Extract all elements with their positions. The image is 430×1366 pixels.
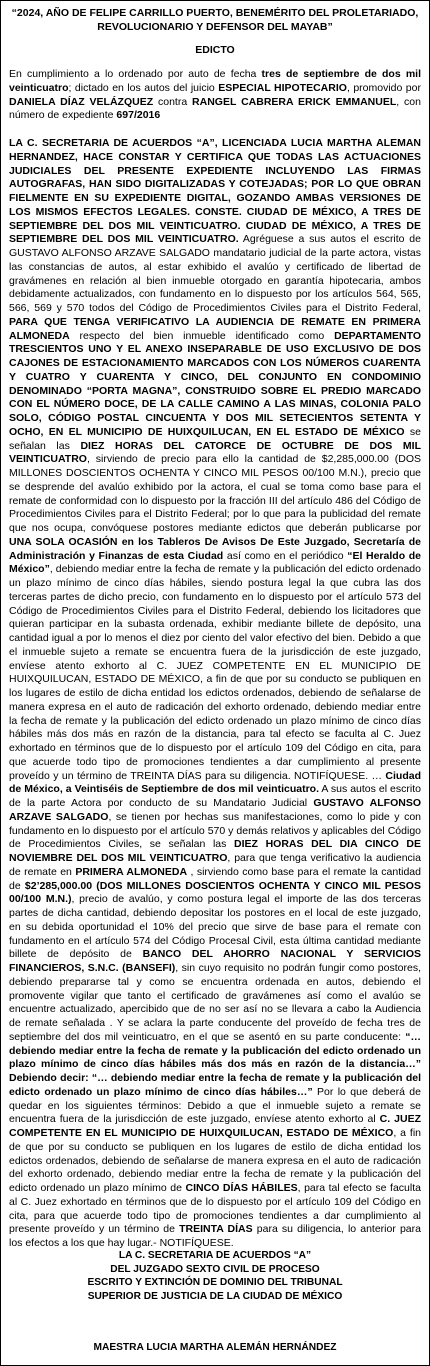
body-text-run: , se tienen por hechas sus manifestaciones, como lo pide y con fundamento en lo dispuesto por el artículo 570 y demás relativos y aplicables del Código de Procedimientos Civiles, se señalan las bbox=[9, 810, 422, 851]
body-text-run: Por lo que deberá de quedar en los siguientes términos: Debido a que el inmueble sujeto a remate se encuentra fuera de la jurisdicción de este juzgado, envíese atento exhorto al bbox=[9, 1085, 421, 1126]
body-text-run: BANCO DEL AHORRO NACIONAL Y SERVICIOS FINANCIEROS, S.N.C. (BANSEFI) bbox=[9, 948, 421, 975]
document-title: EDICTO bbox=[195, 44, 235, 57]
body-text-run: TREINTA DÍAS bbox=[179, 1223, 253, 1236]
body-text-run: , sirviendo de precio para ello la cantidad de $2,285,000.00 (DOS MILLONES DOSCIENTOS OCHENTA Y CINCO MIL PESOS 00/100 M.N.), precio que se desprende del avalúo exhibido por la actora, el cual se toma como base para el remate de conformidad con lo dispuesto por la fracción III del artículo 486 del Código de Procedimientos Civiles para el Distrito Federal; por lo que para la publicidad del remate que nos ocupa, convóquese postores mediante edictos que deberán publicarse por bbox=[9, 453, 421, 535]
signatory-name: MAESTRA LUCIA MARTHA ALEMÁN HERNÁNDEZ bbox=[93, 1342, 337, 1353]
body-text-run: A sus autos el escrito de la parte Actora por conducto de su Mandatario Judicial bbox=[9, 783, 421, 810]
intro-text-run: ESPECIAL HIPOTECARIO bbox=[218, 81, 347, 94]
header-line-1: “2024, AÑO DE FELIPE CARRILLO PUERTO, BENEMÉRITO DEL PROLETARIADO, bbox=[11, 7, 419, 19]
body-paragraph bbox=[9, 137, 421, 1251]
body-text-run: se señalan las bbox=[9, 425, 421, 452]
body-text-run: CINCO DÍAS HÁBILES bbox=[185, 1182, 298, 1195]
intro-text-run: ; dictado en los autos del juicio bbox=[68, 81, 219, 94]
intro-text-run: tres de septiembre de dos mil veinticuatro bbox=[9, 68, 421, 94]
signatory-block bbox=[9, 1249, 421, 1303]
body-text-run: respecto del bien inmueble identificado como bbox=[69, 329, 335, 342]
header-motto bbox=[9, 7, 421, 34]
body-text-run: LA C. SECRETARIA DE ACUERDOS “A”, LICENCIADA LUCIA MARTHA ALEMAN HERNANDEZ, HACE CONSTAR Y CERTIFICA QUE TODAS LAS ACTUACIONES JUDICIALES DEL PRESENTE EXPEDIENTE INCLUYENDO LAS FIRMAS AUTOGRAFAS, HAN SIDO DIGITALIZADAS Y COTEJADAS; POR LO QUE OBRAN FIELMENTE EN SU EXPEDIENTE DIGITAL, GOZANDO AMBAS VERSIONES DE LOS MISMOS EFECTOS LEGALES. CONSTE. CIUDAD DE MÉXICO, A TRES DE SEPTIEMBRE DEL DOS MIL VEINTICUATRO. CIUDAD DE MÉXICO, A TRES DE SEPTIEMBRE DEL DOS MIL VEINTICUATRO. bbox=[9, 137, 421, 246]
intro-text-run: DANIELA DÍAZ VELÁZQUEZ bbox=[9, 95, 154, 108]
intro-text-run: 697/2016 bbox=[116, 109, 161, 122]
body-text-run: , precio de avalúo, y como postura legal el importe de las dos terceras partes de dicha cantidad, debiendo depositar los postores en el local de este juzgado, en su debida oportunidad el 10% del precio que sirve de base para el remate con fundamento en el artículo 574 del Código Procesal Civil, esta última cantidad mediante billete de depósito de bbox=[9, 893, 421, 961]
intro-text-run: contra bbox=[153, 95, 193, 108]
body-text-run: , debiendo mediar entre la fecha de remate y la publicación del edicto ordenado un plazo mínimo de cinco días hábiles, siendo postura legal la que cubra las dos terceras partes de dicho precio, con fundamento en lo dispuesto por el artículo 573 del Código de Procedimientos Civiles para el Distrito Federal, debiendo los licitadores que quieran participar en la subasta ordenada, exhibir mediante billete de depósito, una cantidad igual a por lo menos el diez por ciento del valor efectivo del bien. Debido a que el inmueble sujeto a remate se encuentra fuera de la jurisdicción de este juzgado, envíese atento exhorto al C. JUEZ COMPETENTE EN EL MUNICIPIO DE HUIXQUILUCAN, ESTADO DE MÉXICO, a fin de que por su conducto se publiquen en los lugares de estilo de dicha entidad los edictos ordenados, debiendo de señalarse de manera expresa en el auto de radicación del exhorto ordenado, debiendo mediar entre la fecha de remate y la publicación del edicto ordenado un plazo mínimo de cinco días hábiles más dos más en razón de la distancia, para tal efecto se faculta al C. Juez exhortado en términos que de lo dispuesto por el artículo 109 del Código en cita, para que acuerde todo tipo de promociones tendientes a dar cumplimiento al presente proveído y un término de TREINTA DÍAS para su diligencia. NOTIFÍQUESE. … bbox=[9, 563, 421, 782]
body-text-run: Agréguese a sus autos el escrito de GUSTAVO ALFONSO ARZAVE SALGADO mandatario judicial de la parte actora, vistas las constancias de autos, al estar exhibido el avalúo y certificado de libertad de gravámenes en relación al bien inmueble otorgado en garantía hipotecaria, ambos debidamente actualizados, con fundamento en lo dispuesto por los artículos 564, 565, 566, 569 y 570 todos del Código de Procedimientos Civiles para el Distrito Federal, bbox=[9, 233, 421, 315]
body-text-run: para su diligencia, lo anterior para los efectos a los que hay lugar.- NOTIFÍQUESE. bbox=[9, 1223, 421, 1250]
body-text-run: C. JUEZ COMPETENTE EN EL MUNICIPIO DE HUIXQUILUCAN, ESTADO DE MÉXICO bbox=[9, 1113, 421, 1140]
body-text-run: , sirviendo como base para el remate la cantidad de bbox=[9, 865, 421, 892]
intro-text-run: , promovido por bbox=[346, 81, 421, 94]
body-text-run: , sin cuyo requisito no podrán fungir como postores, debiendo prepararse tal y como se encuentra ordenada en autos, debiendo el promovente vigilar que tanto el certificado de gravámenes así como el avalúo se encuentre actualizado, apercibido que de no ser así no se llevara a cabo la Audiencia de remate señalada . Y se aclara la parte conducente del proveído de fecha tres de septiembre del dos mil veinticuatro, en el que se asentó en su parte conducente: bbox=[9, 962, 421, 1043]
body-text-run: “… debiendo mediar entre la fecha de remate y la publicación del edicto ordenado un plazo mínimo de cinco días hábiles más dos más en razón de la distancia…” Debiendo decir: “… debiendo mediar entre la fecha de remate y la publicación del edicto ordenado un plazo mínimo de cinco días hábiles…” bbox=[9, 1030, 421, 1098]
body-text-run: $2’285,000.00 (DOS MILLONES DOSCIENTOS OCHENTA Y CINCO MIL PESOS 00/100 M.N.) bbox=[9, 879, 421, 906]
body-text-run: DEPARTAMENTO TRESCIENTOS UNO Y EL ANEXO INSEPARABLE DE USO EXCLUSIVO DE DOS CAJONES DE ESTACIONAMIENTO MARCADOS CON LOS NÚMEROS CUARENTA Y CUATRO Y CUARENTA Y CINCO, DEL CONJUNTO EN CONDOMINIO DENOMINADO “PORTA MAGNA”, CONSTRUIDO SOBRE EL PREDIO MARCADO CON EL NÚMERO DOCE, DE LA CALLE CAMINO A LAS MINAS, COLONIA PALO SOLO, CÓDIGO POSTAL CINCUENTA Y DOS MIL SETECIENTOS SETENTA Y OCHO, EN EL MUNICIPIO DE HUIXQUILUCAN, EN EL ESTADO DE MÉXICO bbox=[9, 329, 421, 438]
footer-line-2: DEL JUZGADO SEXTO CIVIL DE PROCESO bbox=[110, 1263, 320, 1275]
footer-line-1: LA C. SECRETARIA DE ACUERDOS “A” bbox=[118, 1250, 312, 1261]
body-text-run: “El Heraldo de México” bbox=[9, 549, 421, 576]
intro-paragraph bbox=[9, 68, 421, 123]
body-text-run: así como en el periódico bbox=[223, 549, 348, 562]
body-text-run: DIEZ HORAS DEL CATORCE DE OCTUBRE DE DOS MIL VEINTICUATRO bbox=[9, 439, 421, 466]
body-text-run: Ciudad de México, a Veintiséis de Septiembre de dos mil veinticuatro. bbox=[9, 769, 421, 796]
body-text-run: , a fin de que por su conducto se publiquen en los lugares de estilo de dicha entidad los edictos ordenados, debiendo de señalarse de manera expresa en el auto de radicación del exhorto ordenado, debiendo mediar entre la fecha de remate y la publicación del edicto ordenado un plazo mínimo de bbox=[9, 1127, 421, 1195]
footer-line-4: SUPERIOR DE JUSTICIA DE LA CIUDAD DE MÉXICO bbox=[87, 1290, 343, 1302]
intro-text-run: En cumplimiento a lo ordenado por auto de fecha bbox=[9, 68, 262, 81]
body-text-run: PRIMERA ALMONEDA bbox=[75, 865, 188, 878]
header-line-2: REVOLUCIONARIO Y DEFENSOR DEL MAYAB” bbox=[97, 20, 333, 33]
footer-line-3: ESCRITO Y EXTINCIÓN DE DOMINIO DEL TRIBUNAL bbox=[87, 1277, 343, 1289]
body-text-run: DIEZ HORAS DEL DIA CINCO DE NOVIEMBRE DEL DOS MIL VEINTICUATRO bbox=[9, 838, 421, 865]
body-text-run: GUSTAVO ALFONSO ARZAVE SALGADO bbox=[9, 797, 421, 823]
intro-text-run: RANGEL CABRERA ERICK EMMANUEL bbox=[192, 95, 397, 108]
body-text-run: UNA SOLA OCASIÓN en los Tableros De Avisos De Este Juzgado, Secretaría de Administración y Finanzas de esta Ciudad bbox=[9, 535, 421, 562]
intro-text-run: , con número de expediente bbox=[9, 95, 421, 122]
body-text-run: , para que tenga verificativo la audiencia de remate en bbox=[9, 852, 421, 878]
body-text-run: , para tal efecto se faculta al C. Juez exhortado en términos que de lo dispuesto por el artículo 109 del Código en cita, para que acuerde todo tipo de promociones tendientes a dar cumplimiento al presente proveído y un término de bbox=[9, 1182, 421, 1236]
body-text-run: PARA QUE TENGA VERIFICATIVO LA AUDIENCIA DE REMATE EN PRIMERA ALMONEDA bbox=[9, 315, 421, 342]
